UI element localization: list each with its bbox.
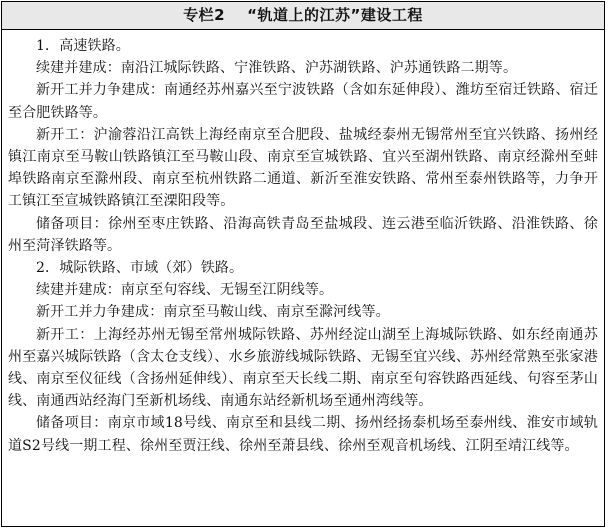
paragraph-hsr-new-start: 新开工：沪渝蓉沿江高铁上海经南京至合肥段、盐城经泰州无锡常州至宜兴铁路、扬州经镇江南京至马鞍山铁路镇江至马鞍山段、南京至宣城铁路、宜兴至湖州铁路、南京经滁州至蚌埠铁路南京至滁州段、南京至杭州铁路二通道、新沂至淮安铁路、常州至泰州铁路等，力争开工镇江至宣城铁路镇江至溧阳段等。 [8,126,598,210]
box-content [2,30,604,457]
box-title: “轨道上的江苏”建设工程 [247,6,423,24]
box-header [2,2,604,30]
paragraph-intercity-reserve: 储备项目：南京市域18号线、南京至和县线二期、扬州经扬泰机场至泰州线、淮安市域轨道S2号线一期工程、徐州至贾汪线、徐州至萧县线、徐州至观音机场线、江阴至靖江线等。 [8,415,598,454]
paragraph-hsr-reserve: 储备项目：徐州至枣庄铁路、沿海高铁青岛至盐城段、连云港至临沂铁路、沿淮铁路、徐州至菏泽铁路等。 [8,215,598,254]
section-heading-intercity-rail: 2．城际铁路、市域（郊）铁路。 [36,260,244,277]
section-heading-high-speed-rail: 1．高速铁路。 [36,38,130,54]
paragraph-hsr-continuing: 续建并建成：南沿江城际铁路、宁淮铁路、沪苏湖铁路、沪苏通铁路二期等。 [36,60,518,77]
paragraph-intercity-new-start: 新开工：上海经苏州无锡至常州城际铁路、苏州经淀山湖至上海城际铁路、如东经南通苏州至嘉兴城际铁路（含太仓支线）、水乡旅游线城际铁路、无锡至宜兴线、苏州经常熟至张家港线、南京至仪征线（含扬州延伸线）、南京至天长线二期、南京至句容铁路西延线、句容至茅山线、南通西站经海门至新机场线、南通东站经新机场至通州湾线等。 [8,326,598,410]
box-label: 专栏2 [183,6,226,24]
paragraph-hsr-new-complete: 新开工并力争建成：南通经苏州嘉兴至宁波铁路（含如东延伸段）、潍坊至宿迁铁路、宿迁至合肥铁路等。 [8,82,598,121]
feature-box [1,1,605,527]
paragraph-intercity-new-complete: 新开工并力争建成：南京至马鞍山线、南京至滁河线等。 [36,304,390,321]
paragraph-intercity-continuing: 续建并建成：南京至句容线、无锡至江阴线等。 [36,282,334,299]
